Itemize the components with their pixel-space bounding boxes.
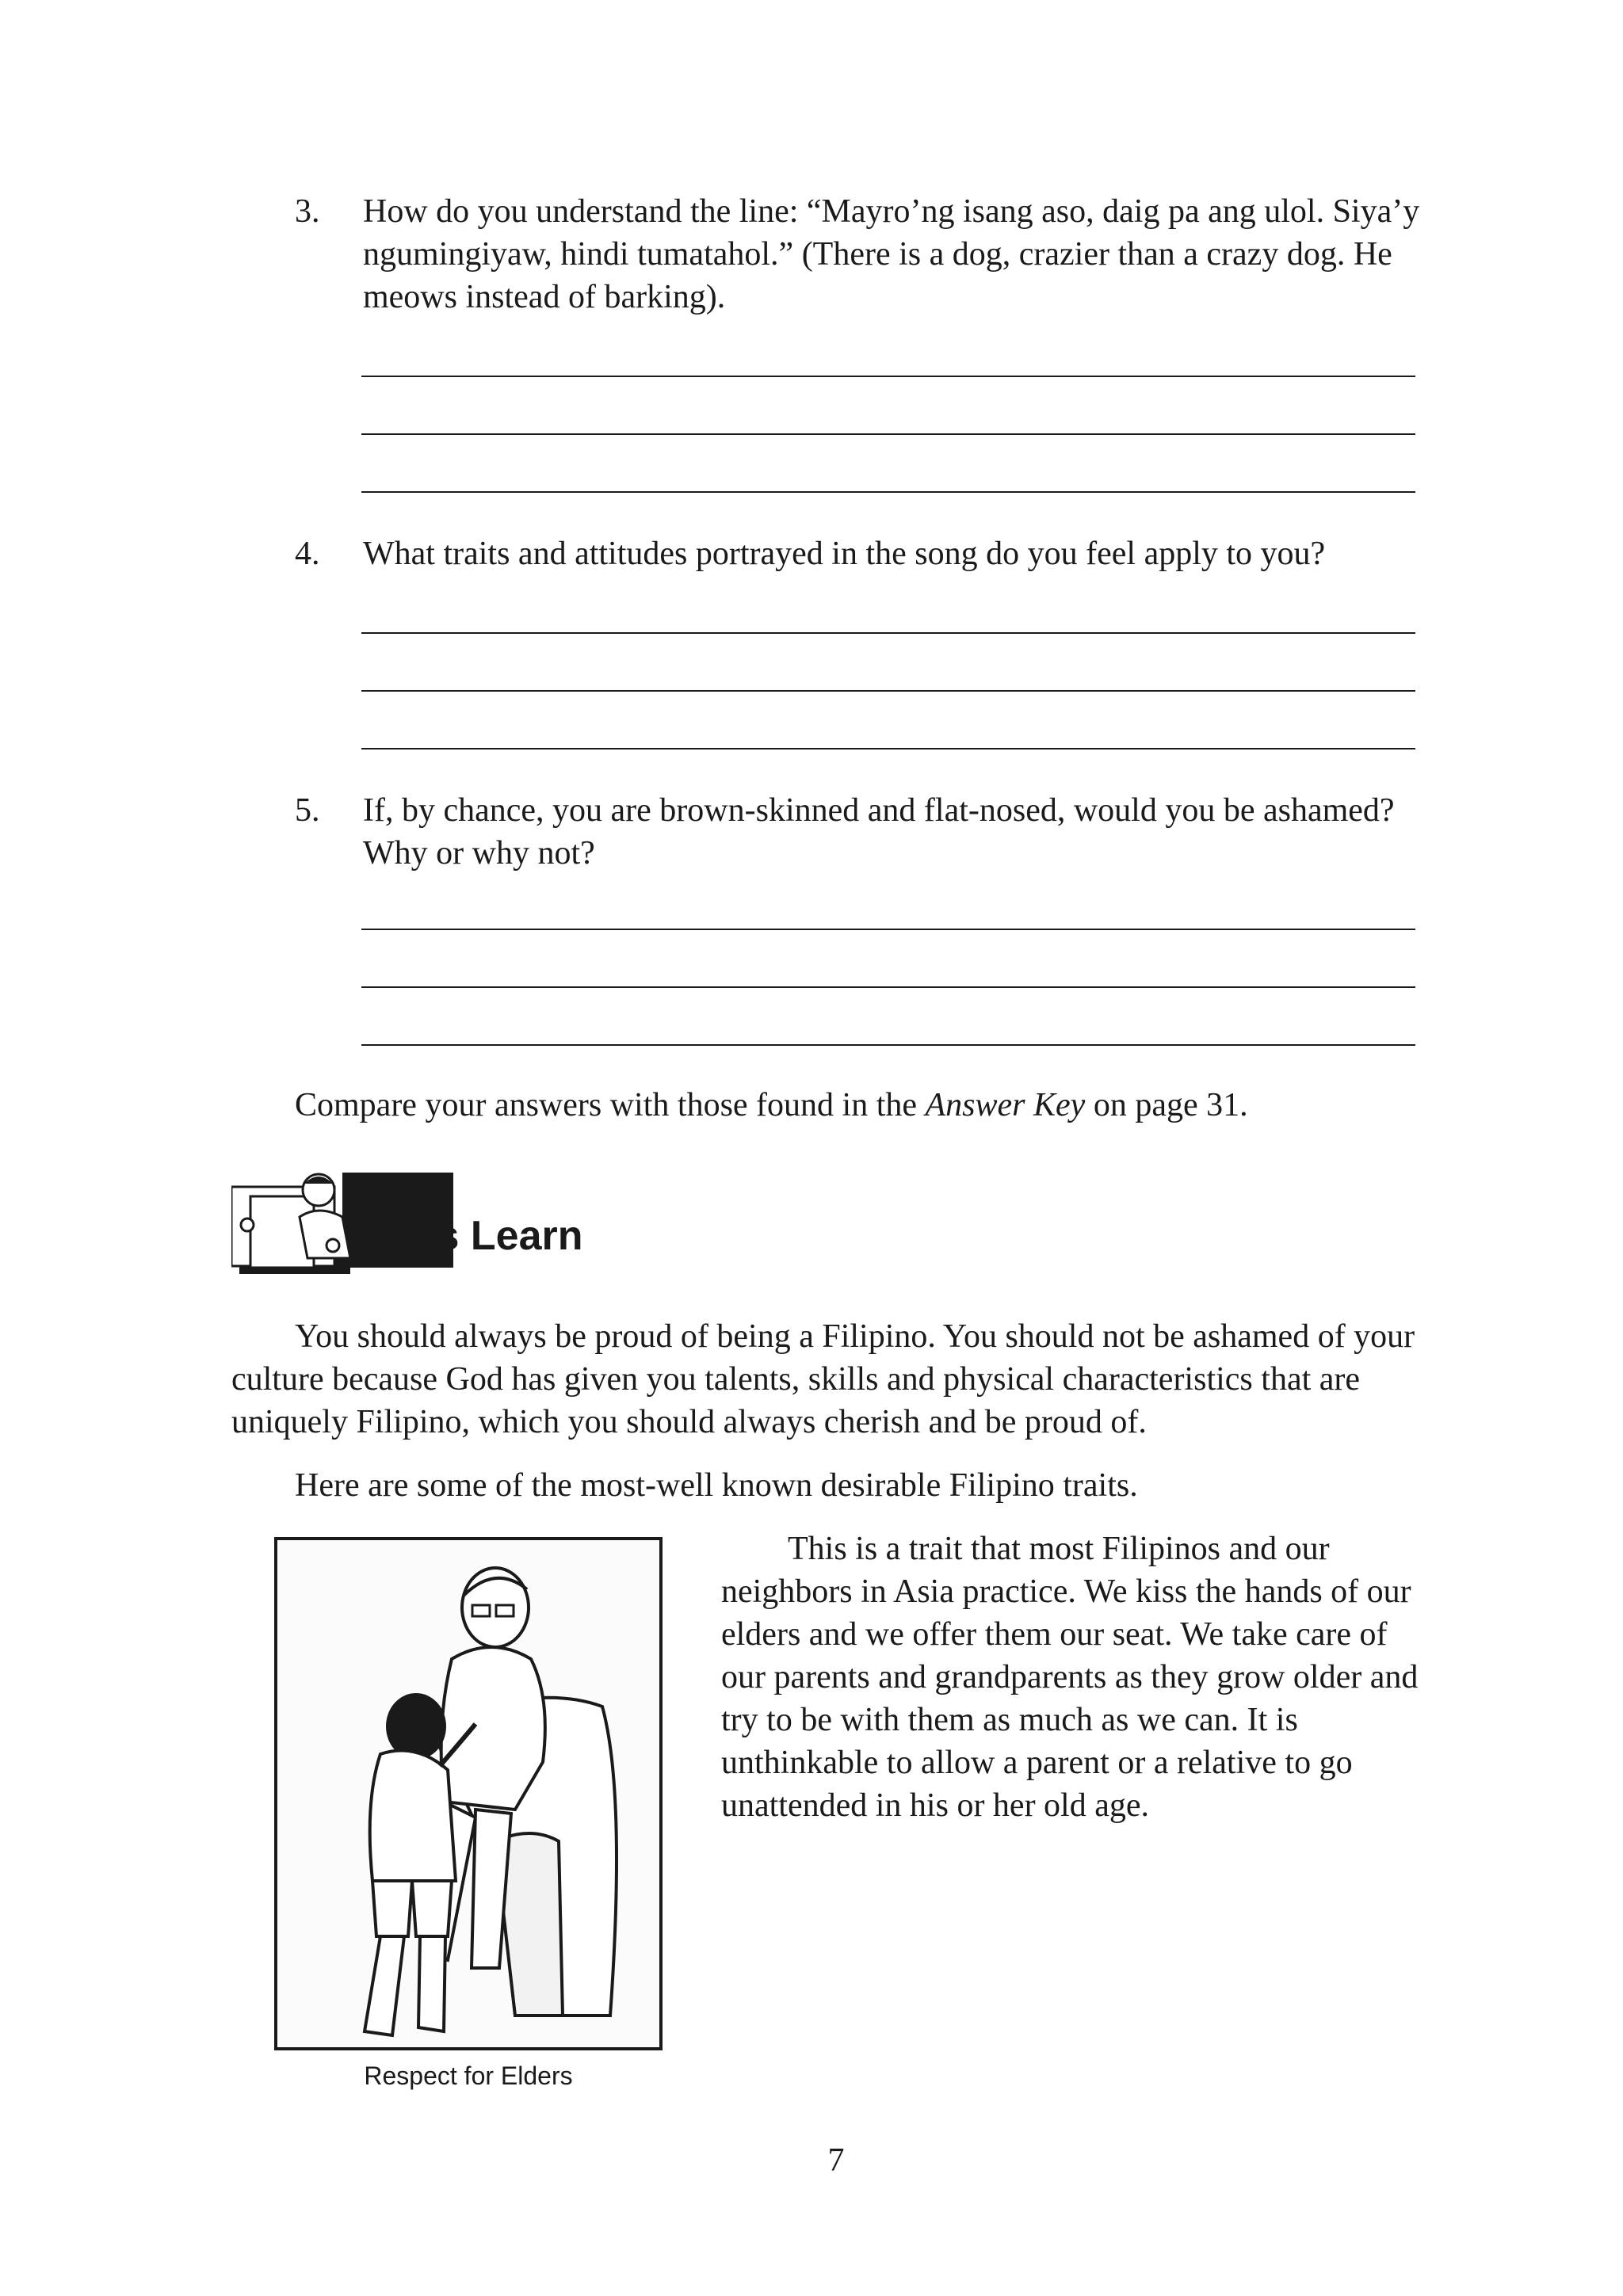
question-text: How do you understand the line: “Mayro’ng isang aso, daig pa ang ulol. Siya’y ngumingiyaw, hindi tumatahol.” (There is a dog, crazier than a crazy dog. He meows instead of barking).	[363, 193, 1420, 315]
compare-answers-text: Compare your answers with those found in the Answer Key on page 31.	[295, 1087, 1248, 1123]
answer-line[interactable]	[361, 433, 1415, 435]
elder-and-child-drawing	[277, 1540, 659, 2047]
answer-line[interactable]	[361, 929, 1415, 930]
question-number: 3.	[295, 193, 320, 230]
answer-line[interactable]	[361, 376, 1415, 377]
respect-for-elders-illustration	[274, 1537, 663, 2050]
section-title: Let’s Learn	[365, 1213, 583, 1259]
question-number: 4.	[295, 536, 320, 572]
page-number: 7	[827, 2142, 845, 2179]
intro-paragraph: You should always be proud of being a Filipino. You should not be ashamed of your culture because God has given you talents, skills and physical characteristics that are uniquely Filipino, which you should always cherish and be proud of.	[231, 1318, 1415, 1440]
answer-line[interactable]	[361, 1044, 1415, 1046]
figure-caption: Respect for Elders	[364, 2061, 573, 2090]
question-text: What traits and attitudes portrayed in the song do you feel apply to you?	[363, 536, 1326, 572]
answer-line[interactable]	[361, 986, 1415, 988]
question-text: If, by chance, you are brown-skinned and flat-nosed, would you be ashamed? Why or why not?	[363, 792, 1395, 871]
answer-line[interactable]	[361, 690, 1415, 692]
question-number: 5.	[295, 792, 320, 829]
answer-line[interactable]	[361, 748, 1415, 749]
answer-key-reference: Answer Key	[925, 1087, 1086, 1123]
answer-line[interactable]	[361, 491, 1415, 493]
traits-intro: Here are some of the most-well known desirable Filipino traits.	[295, 1467, 1138, 1504]
answer-line[interactable]	[361, 632, 1415, 634]
trait-description: This is a trait that most Filipinos and our neighbors in Asia practice. We kiss the hands of our elders and we offer them our seat. We take care of our parents and grandparents as they grow older and try to be with them as much as we can. It is unthinkable to allow a parent or a relative to go unattended in his or her old age.	[721, 1531, 1419, 1824]
